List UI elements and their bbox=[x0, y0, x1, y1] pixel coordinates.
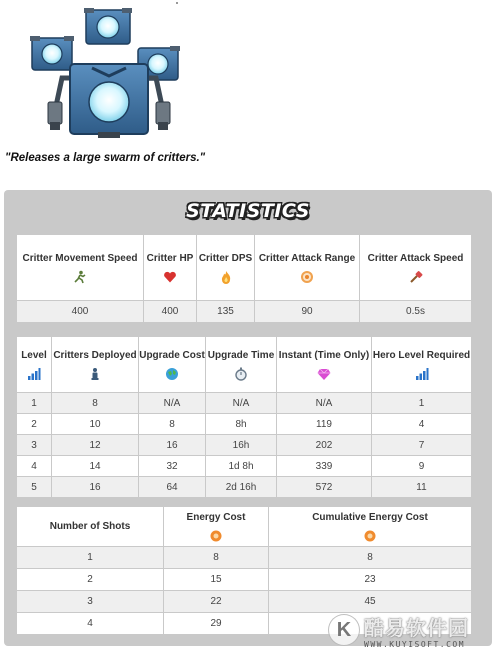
cell-critters-deployed: 10 bbox=[52, 414, 139, 435]
cell-critters-deployed: 14 bbox=[52, 456, 139, 477]
header-upgrade-time bbox=[206, 337, 277, 393]
cell-upgrade-time: 16h bbox=[206, 435, 277, 456]
cell-attack-speed: 0.5s bbox=[360, 301, 472, 323]
cell-upgrade-time: 1d 8h bbox=[206, 456, 277, 477]
header-critter-dps bbox=[197, 235, 255, 301]
stray-dot bbox=[176, 2, 178, 4]
ability-description: "Releases a large swarm of critters." bbox=[5, 152, 206, 164]
globe-icon bbox=[165, 367, 179, 381]
critter-back-left bbox=[30, 36, 74, 70]
cell-critters-deployed: 8 bbox=[52, 393, 139, 414]
header-label: Critter Movement Speed bbox=[22, 253, 138, 264]
running-figure-icon bbox=[73, 270, 87, 284]
critter-swarm-illustration bbox=[22, 8, 194, 146]
cell-upgrade-time: N/A bbox=[206, 393, 277, 414]
cell-critter-dps: 135 bbox=[197, 301, 255, 323]
header-movement-speed bbox=[17, 235, 144, 301]
cell-critters-deployed: 16 bbox=[52, 477, 139, 498]
critter-stats-row bbox=[17, 301, 472, 323]
cell-level: 3 bbox=[17, 435, 52, 456]
cell-hero-level: 4 bbox=[372, 414, 472, 435]
cell-cumulative-cost: 45 bbox=[269, 591, 472, 613]
header-label: Hero Level Required bbox=[372, 350, 471, 361]
level-bars-icon bbox=[27, 367, 41, 381]
cell-instant: 202 bbox=[277, 435, 372, 456]
stopwatch-icon bbox=[234, 367, 248, 381]
cell-cumulative-cost: 8 bbox=[269, 547, 472, 569]
critter-icon bbox=[88, 367, 102, 381]
cell-critters-deployed: 12 bbox=[52, 435, 139, 456]
header-critter-hp bbox=[144, 235, 197, 301]
header-label: Upgrade Time bbox=[207, 350, 275, 361]
watermark-url: WWW.KUYISOFT.COM bbox=[364, 640, 466, 649]
level-upgrade-table bbox=[16, 336, 472, 498]
site-watermark bbox=[328, 612, 500, 656]
level-row bbox=[17, 477, 472, 498]
cell-upgrade-time: 8h bbox=[206, 414, 277, 435]
header-label: Cumulative Energy Cost bbox=[312, 512, 428, 523]
header-number-of-shots: Number of Shots bbox=[17, 507, 164, 547]
target-icon bbox=[300, 270, 314, 284]
cell-energy-cost: 8 bbox=[164, 547, 269, 569]
heart-icon bbox=[163, 270, 177, 284]
cell-upgrade-cost: 8 bbox=[139, 414, 206, 435]
gem-icon bbox=[317, 367, 331, 381]
cell-energy-cost: 29 bbox=[164, 613, 269, 635]
header-label: Level bbox=[21, 350, 47, 361]
header-hero-level-required bbox=[372, 337, 472, 393]
watermark-logo: K bbox=[328, 614, 360, 646]
cell-instant: 339 bbox=[277, 456, 372, 477]
header-label: Upgrade Cost bbox=[139, 350, 205, 361]
header-label: Critter Attack Range bbox=[258, 253, 356, 264]
level-row bbox=[17, 456, 472, 477]
energy-row bbox=[17, 569, 472, 591]
watermark-text: 酷易软件园 bbox=[364, 618, 469, 640]
cell-level: 4 bbox=[17, 456, 52, 477]
cell-attack-range: 90 bbox=[255, 301, 360, 323]
header-label: Energy Cost bbox=[186, 512, 246, 523]
energy-row bbox=[17, 591, 472, 613]
energy-icon bbox=[363, 529, 377, 543]
critter-back-top bbox=[84, 8, 132, 44]
cell-shots: 4 bbox=[17, 613, 164, 635]
header-energy-cost bbox=[164, 507, 269, 547]
cell-instant: N/A bbox=[277, 393, 372, 414]
cell-upgrade-cost: 64 bbox=[139, 477, 206, 498]
cell-shots: 3 bbox=[17, 591, 164, 613]
level-row bbox=[17, 435, 472, 456]
cell-energy-cost: 15 bbox=[164, 569, 269, 591]
level-row bbox=[17, 393, 472, 414]
cell-hero-level: 1 bbox=[372, 393, 472, 414]
cell-hero-level: 7 bbox=[372, 435, 472, 456]
level-row bbox=[17, 414, 472, 435]
header-level bbox=[17, 337, 52, 393]
header-label: Critter DPS bbox=[198, 253, 253, 264]
cell-upgrade-time: 2d 16h bbox=[206, 477, 277, 498]
cell-hero-level: 9 bbox=[372, 456, 472, 477]
cell-cumulative-cost: 23 bbox=[269, 569, 472, 591]
level-bars-icon bbox=[415, 367, 429, 381]
header-attack-range bbox=[255, 235, 360, 301]
cell-instant: 572 bbox=[277, 477, 372, 498]
fire-icon bbox=[219, 270, 233, 284]
header-label: Critter Attack Speed bbox=[367, 253, 464, 264]
cell-shots: 2 bbox=[17, 569, 164, 591]
cell-instant: 119 bbox=[277, 414, 372, 435]
header-cumulative-energy-cost bbox=[269, 507, 472, 547]
cell-movement-speed: 400 bbox=[17, 301, 144, 323]
cell-hero-level: 11 bbox=[372, 477, 472, 498]
header-label: Instant (Time Only) bbox=[278, 350, 370, 361]
cell-upgrade-cost: N/A bbox=[139, 393, 206, 414]
cell-upgrade-cost: 32 bbox=[139, 456, 206, 477]
statistics-title: STATISTICS bbox=[186, 200, 310, 222]
header-attack-speed bbox=[360, 235, 472, 301]
energy-icon bbox=[209, 529, 223, 543]
energy-row bbox=[17, 547, 472, 569]
cell-shots: 1 bbox=[17, 547, 164, 569]
cell-level: 1 bbox=[17, 393, 52, 414]
cell-upgrade-cost: 16 bbox=[139, 435, 206, 456]
cell-critter-hp: 400 bbox=[144, 301, 197, 323]
header-upgrade-cost bbox=[139, 337, 206, 393]
cell-energy-cost: 22 bbox=[164, 591, 269, 613]
header-label: Critter HP bbox=[146, 253, 194, 264]
header-label: Critters Deployed bbox=[53, 350, 137, 361]
cell-level: 2 bbox=[17, 414, 52, 435]
header-critters-deployed bbox=[52, 337, 139, 393]
header-instant bbox=[277, 337, 372, 393]
cell-level: 5 bbox=[17, 477, 52, 498]
hammer-icon bbox=[409, 270, 423, 284]
critter-stats-table bbox=[16, 234, 472, 323]
